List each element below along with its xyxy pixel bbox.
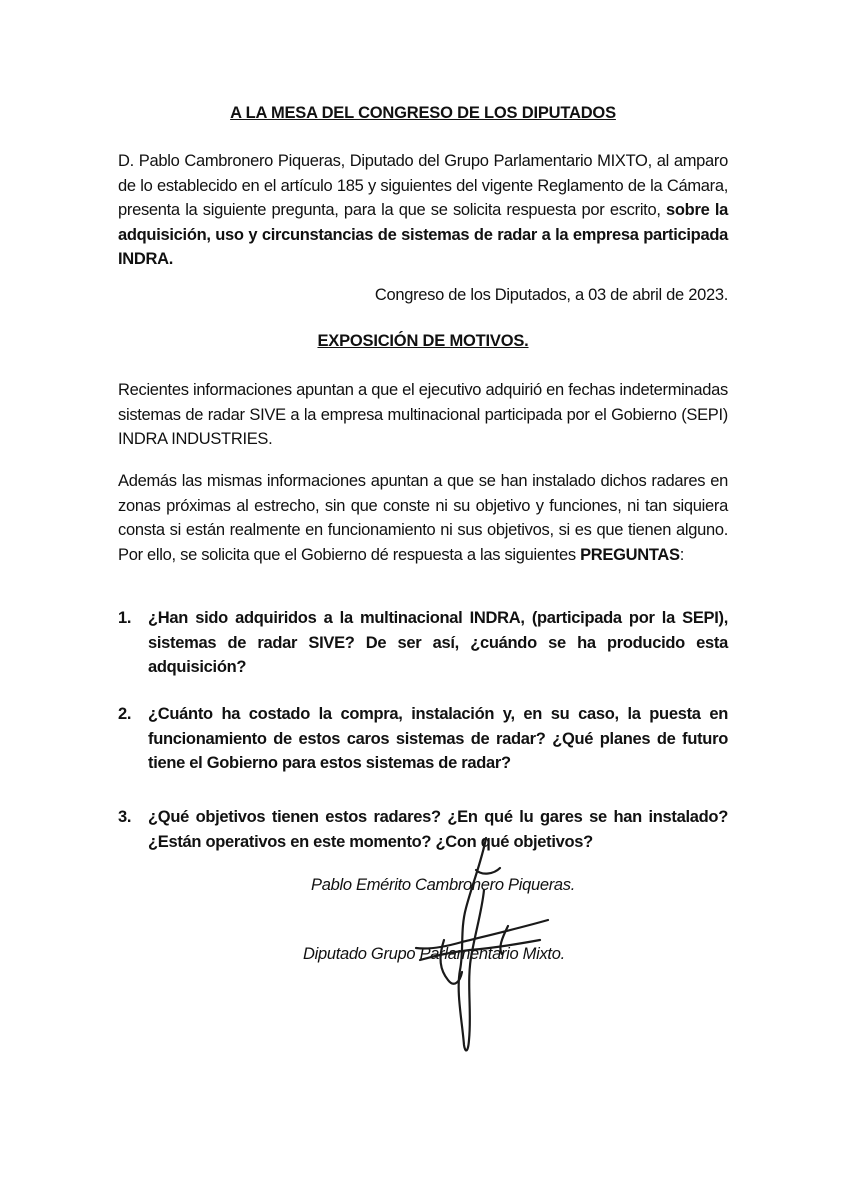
- motivos-paragraph-1: Recientes informaciones apuntan a que el ejecutivo adquirió en fechas indeterminadas sistemas de radar SIVE a la empresa multinacional participada por el Gobierno (SEPI) INDRA INDUSTRIES.: [118, 381, 728, 448]
- question-item: [118, 606, 728, 680]
- question-number: 3.: [118, 808, 132, 826]
- intro-paragraph: [118, 149, 728, 272]
- motivos-p2-end: :: [679, 545, 685, 564]
- question-text: ¿Qué objetivos tienen estos radares? ¿En qué lu gares se han instalado? ¿Están operativos en este momento? ¿Con qué objetivos?: [148, 808, 728, 851]
- question-number: 1.: [118, 609, 132, 627]
- document-heading: A LA MESA DEL CONGRESO DE LOS DIPUTADOS: [230, 104, 616, 122]
- motivos-title: EXPOSICIÓN DE MOTIVOS.: [317, 332, 529, 350]
- question-text: ¿Han sido adquiridos a la multinacional INDRA, (participada por la SEPI), sistemas de radar SIVE? De ser así, ¿cuándo se ha producido esta adquisición?: [148, 609, 728, 676]
- intro-text: D. Pablo Cambronero Piqueras, Diputado del Grupo Parlamentario MIXTO, al amparo de lo establecido en el artículo 185 y siguientes del vigente Reglamento de la Cámara, presenta la siguiente pregunta, para la que se solicita respuesta por escrito,: [118, 152, 728, 219]
- question-number: 2.: [118, 705, 132, 723]
- preguntas-label: PREGUNTAS: [580, 545, 680, 564]
- handwritten-signature: [390, 830, 560, 1060]
- signature-name: Pablo Emérito Cambronero Piqueras.: [311, 876, 576, 894]
- question-item: [118, 702, 728, 776]
- document-date: Congreso de los Diputados, a 03 de abril de 2023.: [374, 286, 728, 304]
- question-text: ¿Cuánto ha costado la compra, instalación y, en su caso, la puesta en funcionamiento de estos caros sistemas de radar? ¿Qué planes de futuro tiene el Gobierno para estos sistemas de radar?: [148, 705, 728, 772]
- motivos-p2-text: Además las mismas informaciones apuntan a que se han instalado dichos radares en zonas próximas al estrecho, sin que conste ni su objetivo y funciones, ni tan siquiera consta si están realmente en funcionamiento ni sus objetivos, si es que tienen alguno. Por ello, se solicita que el Gobierno dé respuesta a las siguientes: [118, 472, 728, 564]
- signature-role: Diputado Grupo Parlamentario Mixto.: [303, 945, 565, 963]
- intro-bold-text: sobre la adquisición, uso y circunstancias de sistemas de radar a la empresa participada INDRA.: [118, 201, 728, 268]
- motivos-paragraph-2: [118, 469, 728, 567]
